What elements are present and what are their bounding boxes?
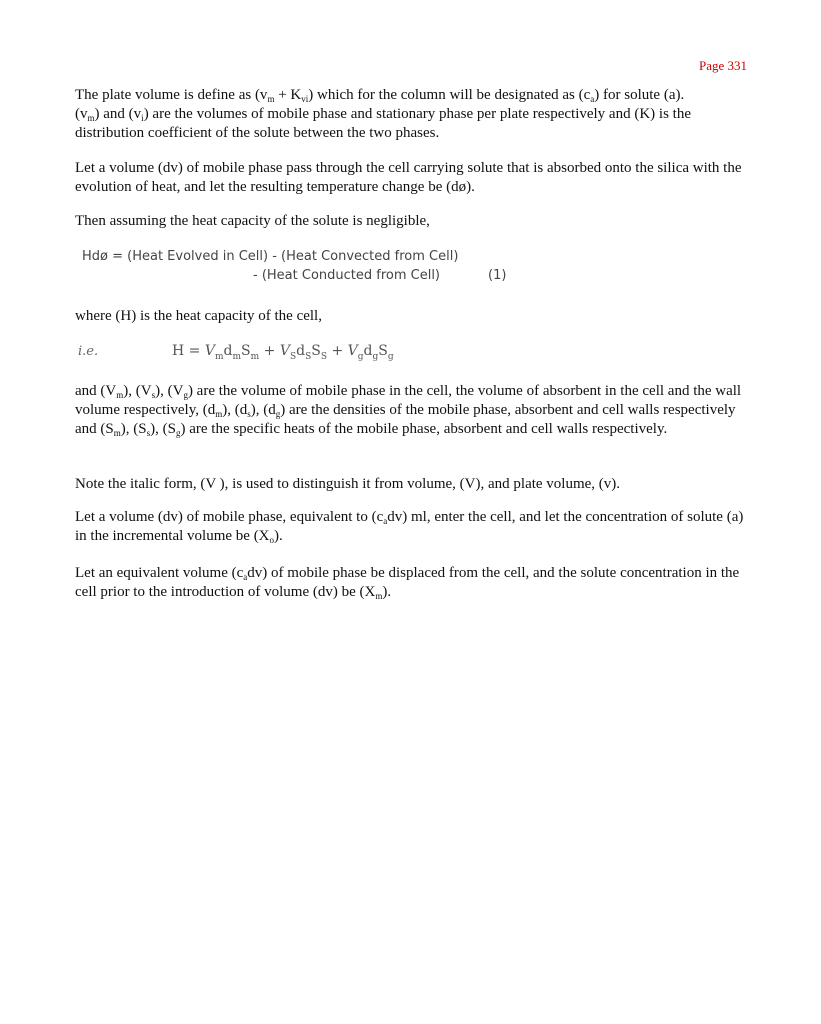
paragraph-volumes-densities: and $(V_m)$, $(V_s)$, $(V_g)$ are the volume of mobile phase in the cell, the volume of absorbent in the cell and the wall volume respectively, $(d_m)$, $(d_s)$, $(d_g)$ are the densities of the mobile phase, absorbent and cell walls respectively and $(S_m)$, $(S_s)$, $(S_g)$ are the specific heats of the mobile phase, absorbent and cell walls respectively. — [75, 383, 742, 438]
equation-1-line-1: Hdø = (Heat Evolved in Cell) - (Heat Convected from Cell) — [82, 249, 459, 264]
equation-1-line-2: - (Heat Conducted from Cell) — [253, 268, 441, 283]
paragraph-volume-dv: Let a volume (dv) of mobile phase pass through the cell carrying solute that is absorbed onto the silica with the evolution of heat, and let the resulting temperature change be (dø). — [75, 160, 742, 195]
equation-1-number: (1) — [488, 268, 507, 283]
equation-2-label: i.e. — [78, 344, 99, 359]
paragraph-displaced-volume: Let an equivalent volume $(c_adv)$ of mobile phase be displaced from the cell, and the solute concentration in the cell prior to the introduction of volume (dv) be $(X_m)$. — [75, 565, 740, 601]
paragraph-assumption: Then assuming the heat capacity of the solute is negligible, — [75, 213, 430, 229]
paragraph-plate-volume: The plate volume is define as $(v_m + K_{vi})$ which for the column will be designated as $(c_a)$ for solute (a). $(v_m)$ and $(v_i)$ are the volumes of mobile phase and stationary phase per plate respectively and (K) is the distribution coefficient of the solute between the two phases. — [75, 87, 691, 141]
equation-2: $H = V_md_mS_m + V_Sd_SS_S + V_gd_gS_g$ — [172, 343, 394, 362]
paragraph-italic-note: Note the italic form, (V ), is used to distinguish it from volume, (V), and plate volume, (v). — [75, 476, 621, 492]
paragraph-heat-capacity: where (H) is the heat capacity of the cell, — [75, 308, 322, 324]
page-number: Page 331 — [699, 58, 748, 73]
paragraph-incremental-volume: Let a volume (dv) of mobile phase, equivalent to $(c_adv)$ ml, enter the cell, and let the concentration of solute (a) in the incremental volume be $(X_o)$. — [75, 509, 744, 545]
